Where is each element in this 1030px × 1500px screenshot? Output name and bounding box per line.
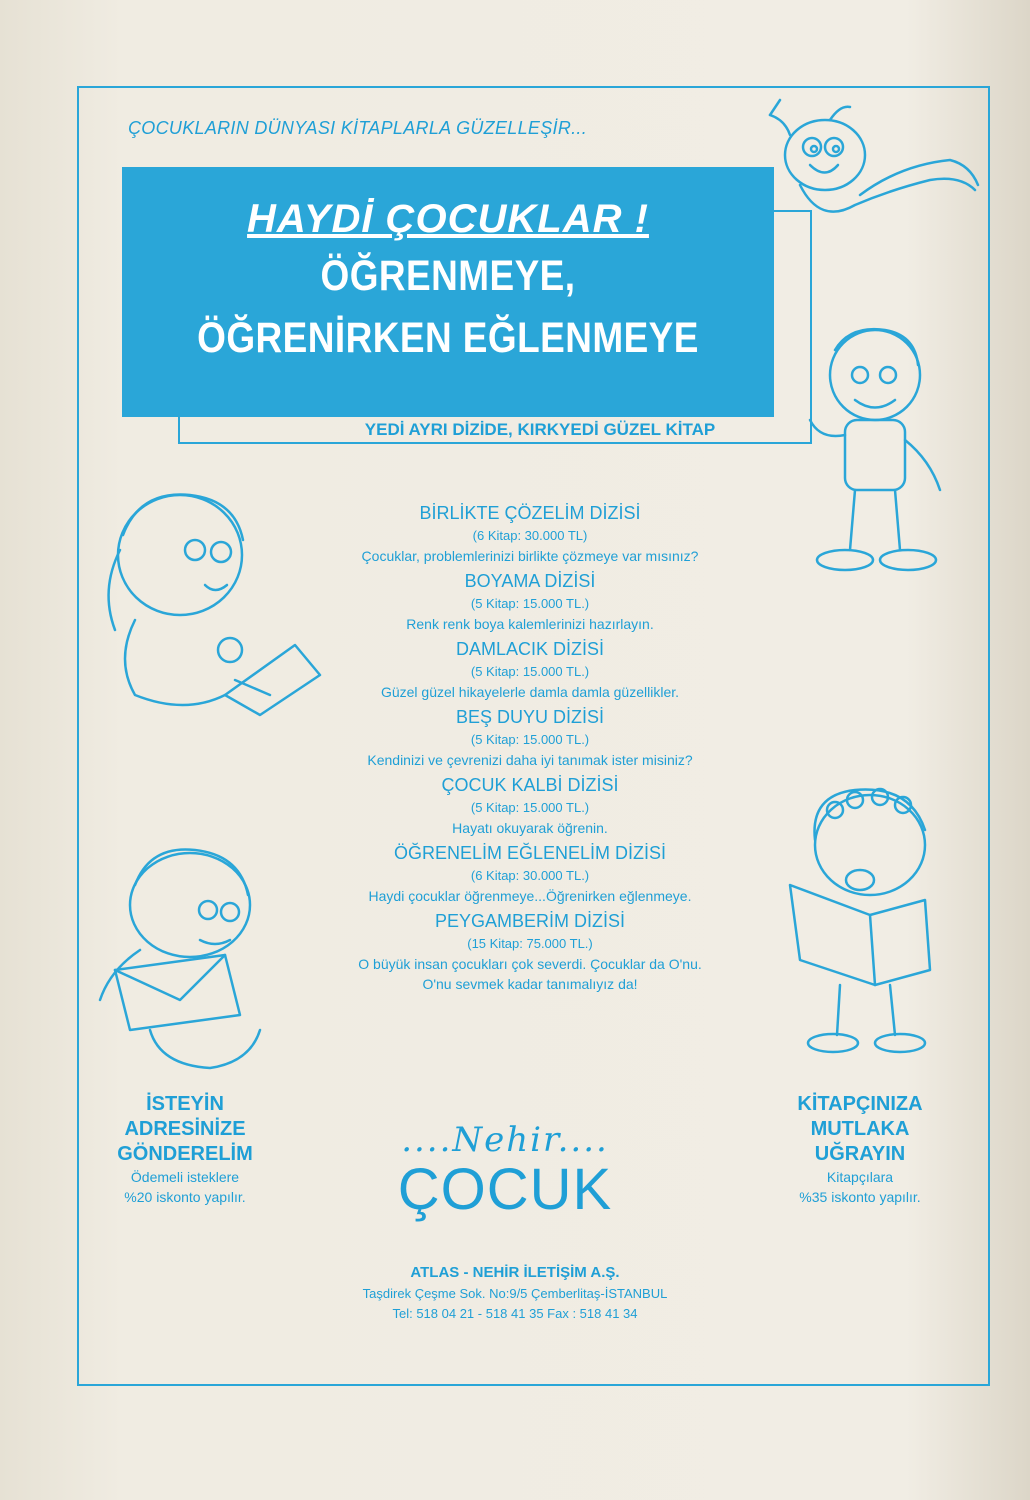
bookstore-box xyxy=(765,1092,955,1207)
series-price: (6 Kitap: 30.000 TL.) xyxy=(470,868,590,883)
series-price: (6 Kitap: 30.000 TL) xyxy=(472,528,588,543)
series-item xyxy=(290,568,770,634)
series-price: (5 Kitap: 15.000 TL.) xyxy=(470,732,590,747)
series-price: (15 Kitap: 75.000 TL.) xyxy=(467,936,593,951)
series-description: Hayatı okuyarak öğrenin. xyxy=(452,820,608,836)
company-phone: Tel: 518 04 21 - 518 41 35 Fax : 518 41 34 xyxy=(392,1306,638,1321)
headline-title: HAYDİ ÇOCUKLAR ! xyxy=(247,197,649,241)
series-name: BEŞ DUYU DİZİSİ xyxy=(455,707,605,727)
series-name: ÇOCUK KALBİ DİZİSİ xyxy=(441,775,619,795)
series-item xyxy=(290,704,770,770)
headline-line-3: ÖĞRENİRKEN EĞLENMEYE xyxy=(197,314,699,362)
series-price: (5 Kitap: 15.000 TL.) xyxy=(470,800,590,815)
order-line-2: ADRESİNİZE xyxy=(124,1118,246,1140)
bookstore-note-1: Kitapçılara xyxy=(826,1169,894,1185)
order-line-1: İSTEYİN xyxy=(146,1093,224,1115)
publisher-contact xyxy=(290,1262,740,1324)
series-price: (5 Kitap: 15.000 TL.) xyxy=(470,596,590,611)
series-description: Haydi çocuklar öğrenmeye...Öğrenirken eğlenmeye. xyxy=(368,888,692,904)
publisher-logo xyxy=(360,1120,650,1223)
series-name: ÖĞRENELİM EĞLENELİM DİZİSİ xyxy=(393,843,667,863)
company-address: Taşdirek Çeşme Sok. No:9/5 Çemberlitaş-İSTANBUL xyxy=(362,1286,668,1301)
series-item xyxy=(290,500,770,566)
series-name: PEYGAMBERİM DİZİSİ xyxy=(434,911,626,931)
headline-banner xyxy=(122,167,774,417)
subheadline: YEDİ AYRI DİZİDE, KIRKYEDİ GÜZEL KİTAP xyxy=(364,420,716,439)
boy-reading-illustration xyxy=(775,785,955,1055)
bookstore-line-1: KİTAPÇINIZA xyxy=(797,1093,923,1115)
boy-pointing-illustration xyxy=(800,320,950,580)
bookstore-line-3: UĞRAYIN xyxy=(814,1143,906,1165)
tagline: ÇOCUKLARIN DÜNYASI KİTAPLARLA GÜZELLEŞİR... xyxy=(128,118,588,138)
boy-letter-illustration xyxy=(80,840,290,1070)
series-name: BİRLİKTE ÇÖZELİM DİZİSİ xyxy=(419,503,641,523)
series-item xyxy=(290,908,770,994)
series-description-2: O'nu sevmek kadar tanımalıyız da! xyxy=(422,976,638,992)
order-note-2: %20 iskonto yapılır. xyxy=(124,1189,246,1205)
series-item xyxy=(290,840,770,906)
bookstore-note-2: %35 iskonto yapılır. xyxy=(799,1189,921,1205)
order-by-mail-box xyxy=(90,1092,280,1207)
series-description: Güzel güzel hikayelerle damla damla güzellikler. xyxy=(380,684,680,700)
series-item xyxy=(290,772,770,838)
bookstore-line-2: MUTLAKA xyxy=(810,1118,910,1140)
series-price: (5 Kitap: 15.000 TL.) xyxy=(470,664,590,679)
series-description: O büyük insan çocukları çok severdi. Çocuklar da O'nu. xyxy=(358,956,702,972)
series-name: DAMLACIK DİZİSİ xyxy=(455,639,605,659)
series-item xyxy=(290,636,770,702)
order-note-1: Ödemeli isteklere xyxy=(130,1169,240,1185)
series-description: Çocuklar, problemlerinizi birlikte çözmeye var mısınız? xyxy=(361,548,699,564)
company-name: ATLAS - NEHİR İLETİŞİM A.Ş. xyxy=(410,1264,620,1281)
series-list xyxy=(290,500,770,996)
headline-line-2: ÖĞRENMEYE, xyxy=(320,252,576,300)
series-name: BOYAMA DİZİSİ xyxy=(464,571,596,591)
order-line-3: GÖNDERELİM xyxy=(117,1143,253,1165)
logo-wordmark-top: ....Nehir.... xyxy=(401,1120,609,1160)
series-description: Renk renk boya kalemlerinizi hazırlayın. xyxy=(406,616,654,632)
logo-wordmark-main: ÇOCUK xyxy=(397,1157,613,1222)
series-description: Kendinizi ve çevrenizi daha iyi tanımak ister misiniz? xyxy=(367,752,693,768)
